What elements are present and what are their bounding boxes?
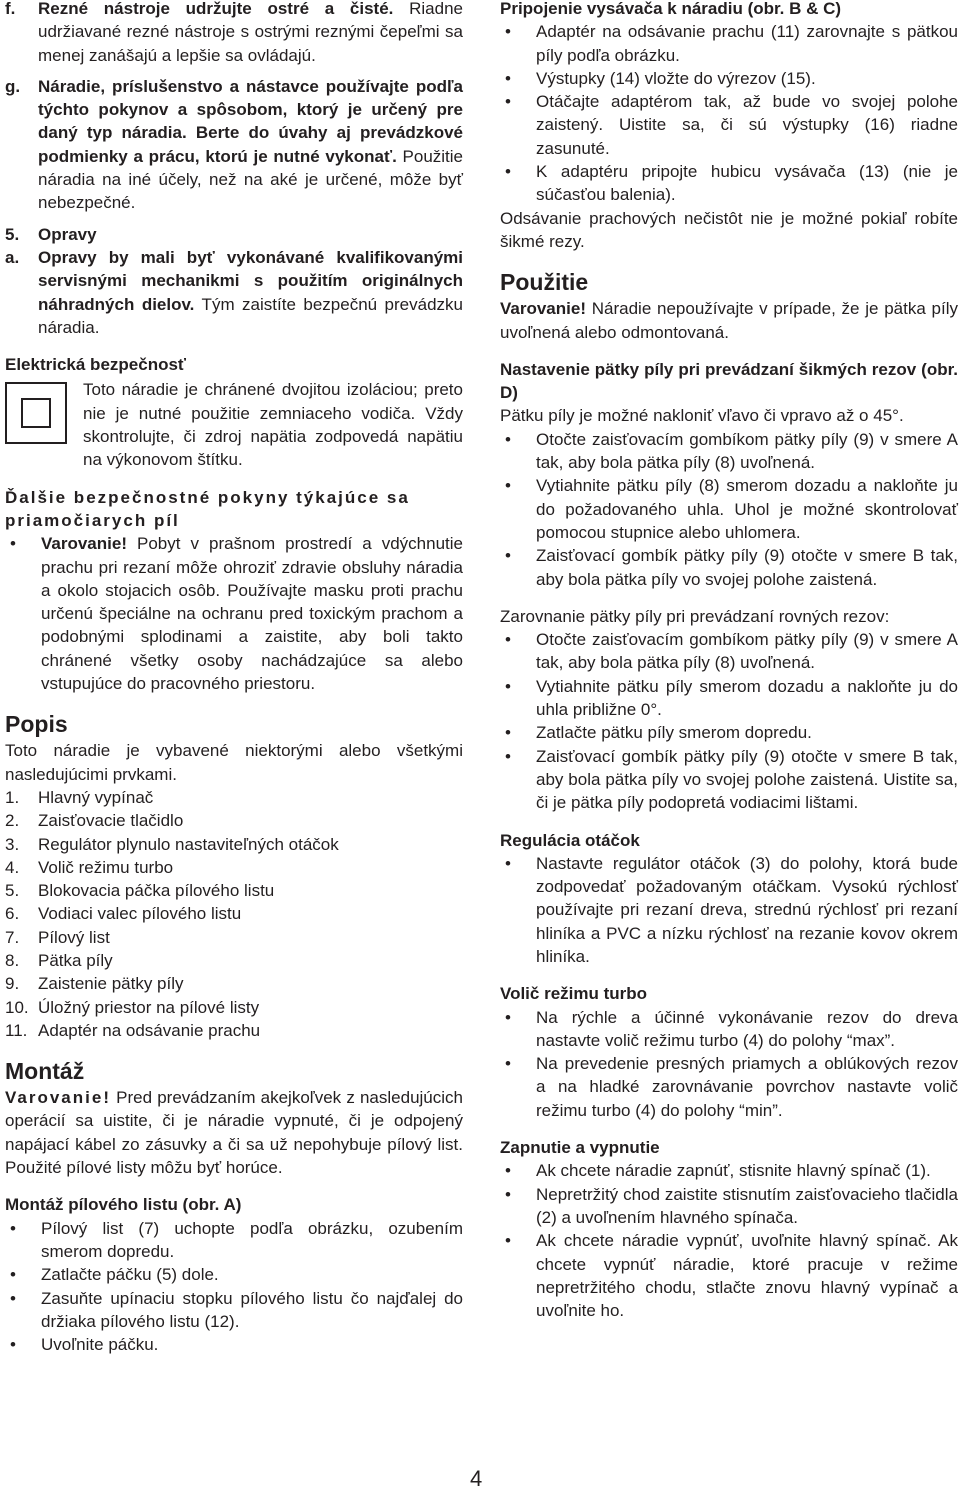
electric-safety-block [5,378,463,471]
bullet-icon: • [10,1288,16,1308]
list-item [500,1159,958,1182]
list-item-text: Ak chcete náradie zapnúť, stisnite hlavný spínač (1). [536,1161,931,1181]
further-safety-heading: Ďalšie bezpečnostné pokyny týkajúce sa priamočiarych píl [5,487,410,530]
vacuum-list [500,20,958,206]
list-item [5,879,463,902]
bullet-icon: • [505,1054,511,1074]
double-insulation-icon [5,378,83,458]
turbo-heading: Volič režimu turbo [500,984,648,1004]
instruction-bold: Opravy by mali byť vykonávané kvalifikovanými servisnými mechanikmi s použitím originálnych náhradných dielov. [38,247,463,314]
list-item [500,1006,958,1053]
list-item [5,996,463,1019]
list-item [5,1217,463,1264]
list-item-text: Zasuňte upínaciu stopku pílového listu čo najďalej do držiaka pílového listu (12). [41,1288,463,1331]
warning-label: Varovanie! [5,1088,111,1108]
item-label: Volič režimu turbo [38,857,174,877]
list-item [500,67,958,90]
list-item [500,428,958,475]
list-item [5,902,463,925]
list-item [500,745,958,815]
bullet-icon: • [505,92,511,112]
item-number: 7. [5,927,20,947]
list-item [500,852,958,968]
blade-mount-list [5,1217,463,1357]
section-title: Opravy [38,224,97,244]
vacuum-note: Odsávanie prachových nečistôt nie je možné pokiaľ robíte šikmé rezy. [500,208,958,251]
bullet-icon: • [505,68,511,88]
list-item-text: Zatlačte páčku (5) dole. [41,1265,219,1285]
section-number: 5. [5,224,20,244]
instruction-f [5,0,463,67]
list-item [500,90,958,160]
popis-intro: Toto náradie je vybavené niektorými alebo všetkými nasledujúcimi prvkami. [5,741,463,784]
instruction-text: Použitie náradia na iné účely, než na aké je určené, môže byť nebezpečné. [38,146,464,213]
bevel-heading: Nastavenie pätky píly pri prevádzaní šikmých rezov (obr. D) [500,359,958,403]
warning-text: Pred prevádzaním akejkoľvek z nasledujúcich operácií sa uistite, či je náradie vypnuté, či je odpojený napájací kábel zo zásuvky a či sa už nepohybuje pílový list. Použité pílové listy môžu byť horúce. [5,1088,463,1178]
list-item [500,20,958,67]
item-label: f. [5,0,16,18]
bullet-icon: • [505,630,511,650]
turbo-list [500,1006,958,1122]
bullet-icon: • [505,162,511,182]
warning-text: Pobyt v prašnom prostredí a vdýchnutie prachu pri rezaní môže ohroziť zdravie obsluhy náradia a okolo stojacich osôb. Používajte masku proti prachu určenú špeciálne na ochranu pred toxickým prachom a podobnými splodinami a zaistite, aby boli takto chránené všetky osoby nachádzajúce sa alebo vstupujúce do pracovného priestoru. [41,534,463,694]
list-item-text: Na prevedenie presných priamych a oblúkových rezov a na hladké zarovnávanie povrchov nastavte volič režimu turbo (4) do polohy “min”. [536,1054,958,1120]
bullet-icon: • [505,1184,511,1204]
list-item [5,532,463,695]
list-item [500,544,958,591]
list-item [5,809,463,832]
item-label: Regulátor plynulo nastaviteľných otáčok [38,834,339,854]
item-number: 5. [5,881,20,901]
list-item [500,474,958,544]
list-item [500,675,958,722]
list-item [5,856,463,879]
item-number: 10. [5,997,29,1017]
speed-list [500,852,958,968]
warning-text: Náradie nepoužívajte v prípade, že je pätka píly uvoľnená alebo odmontovaná. [500,299,958,342]
montaz-warning [5,1086,463,1179]
list-item [5,1333,463,1356]
straight-list [500,628,958,814]
page-number: 4 [470,1466,483,1491]
instruction-text: Tým zaistíte bezpečnú prevádzku náradia. [38,294,463,337]
item-label: Zaistenie pätky píly [38,974,184,994]
item-label: Pílový list [38,927,110,947]
bullet-icon: • [505,22,511,42]
bullet-icon: • [505,1161,511,1181]
item-label: Vodiaci valec pílového listu [38,904,242,924]
item-label: g. [5,76,21,96]
list-item-text: K adaptéru pripojte hubicu vysávača (13) (nie je súčasťou balenia). [536,162,958,205]
list-item-text: Nastavte regulátor otáčok (3) do polohy, ktorá bude zodpovedať požadovaným otáčkam. Vysokú rýchlosť používajte pri rezaní dreva, strednú rýchlosť pri rezaní hliníka a PVC a nízku rýchlosť na rezanie kovov okrem hliníka. [536,853,958,966]
list-item [5,949,463,972]
onoff-heading: Zapnutie a vypnutie [500,1138,660,1158]
bullet-icon: • [505,546,511,566]
onoff-list [500,1159,958,1322]
list-item [500,1052,958,1122]
vacuum-heading: Pripojenie vysávača k náradiu (obr. B & C) [500,0,842,18]
item-number: 11. [5,1020,28,1040]
list-item-text: Výstupky (14) vložte do výrezov (15). [536,68,816,88]
blade-mount-heading: Montáž pílového listu (obr. A) [5,1195,242,1215]
item-label: a. [5,247,20,267]
list-item-text: Otočte zaisťovacím gombíkom pätky píly (9) v smere A tak, aby bola pätka píly (8) uvoľnená. [536,630,958,673]
item-number: 2. [5,811,20,831]
list-item-text: Pílový list (7) uchopte podľa obrázku, ozubením smerom dopredu. [41,1218,463,1261]
left-column [5,0,463,1356]
list-item [5,926,463,949]
bullet-icon: • [505,1007,511,1027]
bullet-icon: • [505,1231,511,1251]
pouzitie-warning [500,297,958,344]
bullet-icon: • [10,534,16,554]
item-number: 4. [5,857,20,877]
pouzitie-heading: Použitie [500,269,589,296]
instruction-bold: Náradie, príslušenstvo a nástavce používajte podľa týchto pokynov a spôsobom, ktorý je určený pre daný typ náradia. Berte do úvahy aj prevádzkové podmienky a prácu, ktorú je nutné vykonať. [38,76,463,166]
bullet-icon: • [505,429,511,449]
popis-heading: Popis [5,711,68,738]
list-item-text: Na rýchle a účinné vykonávanie rezov do dreva nastavte volič režimu turbo (4) do polohy “max”. [536,1007,958,1050]
list-item-text: Zaisťovací gombík pätky píly (9) otočte v smere B tak, aby bola pätka píly vo svojej polohe zaistená. [536,546,958,589]
item-number: 6. [5,904,20,924]
instruction-bold: Rezné nástroje udržujte ostré a čisté. [38,0,394,18]
montaz-heading: Montáž [5,1058,85,1085]
section-5-heading [5,223,463,246]
list-item [500,628,958,675]
item-label: Adaptér na odsávanie prachu [38,1020,261,1040]
list-item [500,1229,958,1322]
warning-label: Varovanie! [41,534,127,554]
instruction-a [5,246,463,339]
list-item-text: Zaisťovací gombík pätky píly (9) otočte v smere B tak, aby bola pätka píly vo svojej polohe zaistená. Uistite sa, či je pätka píly podopretá vodiacimi lištami. [536,746,958,813]
electric-safety-text: Toto náradie je chránené dvojitou izoláciou; preto nie je nutné použitie zemniaceho vodiča. Vždy skontrolujte, či zdroj napätia zodpovedá napätiu na výkonovom štítku. [83,380,463,470]
warning-label: Varovanie! [500,299,586,319]
bullet-icon: • [10,1218,16,1238]
item-label: Pätka píly [38,950,113,970]
speed-heading: Regulácia otáčok [500,830,640,850]
bullet-icon: • [505,746,511,766]
list-item-text: Otáčajte adaptérom tak, až bude vo svojej polohe zaistený. Uistite sa, či sú výstupky (16) riadne zasunuté. [536,92,958,158]
list-item-text: Ak chcete náradie vypnúť, uvoľnite hlavný spínač. Ak chcete vypnúť náradie, ktoré pracuje v režime nepretržitého chodu, stlačte znovu hlavný vypínač a uvoľnite ho. [536,1231,958,1321]
item-number: 8. [5,950,20,970]
bullet-icon: • [10,1265,16,1285]
list-item-text: Uvoľnite páčku. [41,1335,159,1355]
list-item [5,1287,463,1334]
list-item-text: Vytiahnite pätku píly smerom dozadu a nakloňte ju do uhla približne 0°. [536,676,958,720]
bullet-icon: • [505,723,511,743]
item-label: Zaisťovacie tlačidlo [38,811,184,831]
list-item-text: Vytiahnite pätku píly (8) smerom dozadu a nakloňte ju do požadovaného uhla. Uhol je možné skontrolovať pomocou stupnice alebo uhlomera. [536,476,958,542]
straight-heading: Zarovnanie pätky píly pri prevádzaní rovných rezov: [500,606,890,626]
list-item-text: Nepretržitý chod zaistite stisnutím zaisťovacieho tlačidla (2) a uvoľnením hlavného spínača. [536,1184,958,1227]
bevel-intro: Pätku píly je možné nakloniť vľavo či vpravo až o 45°. [500,406,904,426]
item-number: 3. [5,834,20,854]
bullet-icon: • [505,853,511,873]
item-label: Úložný priestor na pílové listy [38,997,260,1017]
list-item [5,1019,463,1042]
list-item [5,972,463,995]
list-item [5,1263,463,1286]
list-item [5,833,463,856]
bevel-list [500,428,958,591]
list-item-text: Otočte zaisťovacím gombíkom pätky píly (9) v smere A tak, aby bola pätka píly (8) uvoľnená. [536,429,958,473]
right-column [500,0,958,1322]
bullet-icon: • [10,1335,16,1355]
item-number: 1. [5,787,20,807]
instruction-text: Riadne udržiavané rezné nástroje s ostrými reznými čepeľmi sa menej zanášajú a lepšie sa ovládajú. [38,0,463,65]
list-item [500,1183,958,1230]
bullet-icon: • [505,476,511,496]
item-label: Blokovacia páčka pílového listu [38,881,275,901]
list-item [500,721,958,744]
list-item-text: Zatlačte pätku píly smerom dopredu. [536,723,812,743]
parts-list [5,786,463,1042]
instruction-g [5,75,463,215]
list-item [500,160,958,207]
item-number: 9. [5,974,20,994]
list-item [5,786,463,809]
electric-safety-heading: Elektrická bezpečnosť [5,355,187,375]
bullet-icon: • [505,676,511,696]
item-label: Hlavný vypínač [38,787,154,807]
list-item-text: Adaptér na odsávanie prachu (11) zarovnajte s pätkou píly podľa obrázku. [536,22,958,65]
